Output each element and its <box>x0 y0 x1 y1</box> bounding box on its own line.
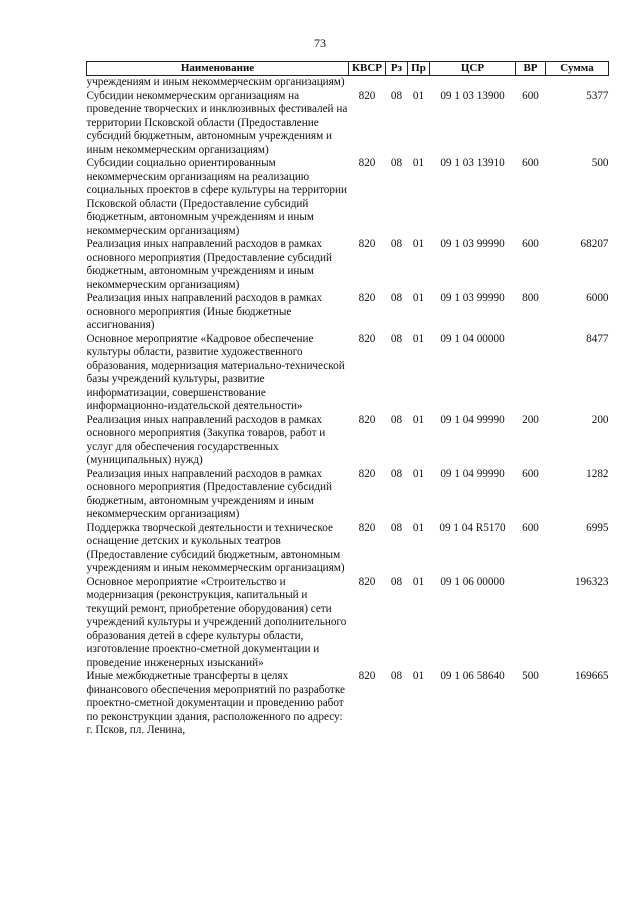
cell-rz: 08 <box>390 157 403 169</box>
cell-pr: 01 <box>412 467 425 480</box>
cell-pr: 01 <box>412 89 425 102</box>
cell-sum: 1282 <box>586 467 609 480</box>
cell-csr: 09 1 06 00000 <box>440 575 505 588</box>
cell-pr <box>408 76 430 90</box>
header-name: Наименование <box>87 62 349 76</box>
cell-vr: 200 <box>522 413 539 426</box>
cell-name: Реализация иных направлений расходов в рамках основного мероприятия (Закупка товаров, работ и услуг для обеспечения государственных (муниципальных) нужд) <box>86 413 326 466</box>
cell-vr: 600 <box>522 157 539 169</box>
cell-name: Реализация иных направлений расходов в рамках основного мероприятия (Предоставление субсидий бюджетным, автономным учреждениям и иным некоммерческим организациям) <box>86 467 332 520</box>
cell-rz: 08 <box>390 292 403 304</box>
cell-kvsr: 820 <box>358 467 376 480</box>
cell-pr: 01 <box>412 670 425 682</box>
cell-kvsr: 820 <box>358 332 376 345</box>
cell-kvsr: 820 <box>358 575 376 588</box>
cell-kvsr: 820 <box>358 521 376 534</box>
cell-vr <box>516 333 546 414</box>
table-row <box>87 90 609 158</box>
cell-sum: 169665 <box>574 670 609 682</box>
cell-sum: 5377 <box>586 89 609 102</box>
table-row <box>87 576 609 671</box>
header-vr: ВР <box>516 62 546 76</box>
cell-kvsr: 820 <box>358 89 376 102</box>
cell-name: учреждениям и иным некоммерческим организациям) <box>86 76 345 88</box>
table-row <box>87 522 609 576</box>
table-header-row <box>87 62 609 76</box>
header-kvsr: КВСР <box>349 62 386 76</box>
cell-pr: 01 <box>412 521 425 534</box>
cell-sum: 6995 <box>586 521 609 534</box>
cell-sum: 68207 <box>580 238 609 250</box>
cell-csr: 09 1 03 99990 <box>440 238 505 250</box>
page-number: 73 <box>314 36 326 50</box>
cell-name: Субсидии некоммерческим организациям на проведение творческих и инклюзивных фестивалей на территории Псковской области (Предоставление субсидий бюджетным, автономным учреждениям и иным некоммерческим организациям) <box>86 89 348 156</box>
cell-vr: 600 <box>522 238 539 250</box>
cell-name: Основное мероприятие «Строительство и модернизация (реконструкция, капитальный и текущий ремонт, приобретение оборудования) сети учреждений культуры и учреждений дополнительного образования детей в сфере культуры области, изготовление проектно-сметной документации и проведение инженерных изысканий» <box>86 575 347 669</box>
cell-name: Иные межбюджетные трансферты в целях финансового обеспечения мероприятий по разработке проектно-сметной документации и проведению работ по реконструкции здания, расположенного по адресу: г. Псков, пл. Ленина, <box>86 670 345 736</box>
cell-name: Субсидии социально ориентированным некоммерческим организациям на реализацию социальных проектов в сфере культуры на территории Псковской области (Предоставление субсидий бюджетным, автономным учреждениям и иным некоммерческим организациям) <box>86 157 347 237</box>
cell-csr: 09 1 04 R5170 <box>439 521 506 534</box>
cell-csr <box>430 76 516 90</box>
cell-pr: 01 <box>412 157 425 169</box>
cell-rz: 08 <box>390 670 403 682</box>
cell-pr: 01 <box>412 332 425 345</box>
cell-rz: 08 <box>390 238 403 250</box>
table-row <box>87 238 609 292</box>
header-sum: Сумма <box>546 62 609 76</box>
cell-rz: 08 <box>390 521 403 534</box>
cell-kvsr: 820 <box>358 413 376 426</box>
cell-kvsr <box>349 76 386 90</box>
cell-sum: 196323 <box>574 575 609 588</box>
cell-sum: 200 <box>591 413 609 426</box>
cell-rz: 08 <box>390 89 403 102</box>
cell-rz <box>386 76 408 90</box>
cell-pr: 01 <box>412 292 425 304</box>
cell-vr: 600 <box>522 467 539 480</box>
header-pr: Пр <box>408 62 430 76</box>
cell-rz: 08 <box>390 413 403 426</box>
table-row <box>87 292 609 333</box>
cell-name: Реализация иных направлений расходов в рамках основного мероприятия (Предоставление субсидий бюджетным, автономным учреждениям и иным некоммерческим организациям) <box>86 238 332 291</box>
cell-csr: 09 1 06 58640 <box>440 670 505 682</box>
cell-csr: 09 1 03 99990 <box>440 292 505 304</box>
cell-sum <box>546 76 609 90</box>
cell-csr: 09 1 04 99990 <box>440 413 505 426</box>
cell-rz: 08 <box>390 575 403 588</box>
cell-name: Реализация иных направлений расходов в рамках основного мероприятия (Иные бюджетные ассигнования) <box>86 292 323 331</box>
cell-pr: 01 <box>412 575 425 588</box>
cell-pr: 01 <box>412 413 425 426</box>
cell-vr <box>516 576 546 671</box>
cell-kvsr: 820 <box>358 670 376 682</box>
cell-csr: 09 1 04 00000 <box>440 332 505 345</box>
table-row <box>87 333 609 414</box>
cell-csr: 09 1 03 13900 <box>440 89 505 102</box>
table-row <box>87 468 609 522</box>
table-row <box>87 414 609 468</box>
cell-sum: 6000 <box>586 292 609 304</box>
cell-sum: 500 <box>591 157 609 169</box>
cell-kvsr: 820 <box>358 157 376 169</box>
cell-rz: 08 <box>390 467 403 480</box>
cell-vr: 600 <box>522 521 539 534</box>
cell-name: Основное мероприятие «Кадровое обеспечение культуры области, развитие художественного образования, модернизация материально-технической базы учреждений культуры, развитие информатизации, совершенствование информационно-издательской деятельности» <box>86 332 345 412</box>
cell-vr: 600 <box>522 89 539 102</box>
cell-vr <box>516 76 546 90</box>
cell-kvsr: 820 <box>358 292 376 304</box>
table-row <box>87 157 609 238</box>
cell-name: Поддержка творческой деятельности и техническое оснащение детских и кукольных театров (Предоставление субсидий бюджетным, автономным учреждениям и иным некоммерческим организациям) <box>86 521 345 574</box>
table-row <box>87 76 609 90</box>
cell-csr: 09 1 03 13910 <box>440 157 505 169</box>
cell-vr: 500 <box>522 670 539 682</box>
table-row <box>87 670 609 738</box>
budget-table <box>86 61 609 738</box>
cell-csr: 09 1 04 99990 <box>440 467 505 480</box>
header-rz: Рз <box>386 62 408 76</box>
cell-pr: 01 <box>412 238 425 250</box>
header-csr: ЦСР <box>430 62 516 76</box>
cell-rz: 08 <box>390 332 403 345</box>
cell-kvsr: 820 <box>358 238 376 250</box>
cell-sum: 8477 <box>586 332 609 345</box>
cell-vr: 800 <box>522 292 539 304</box>
